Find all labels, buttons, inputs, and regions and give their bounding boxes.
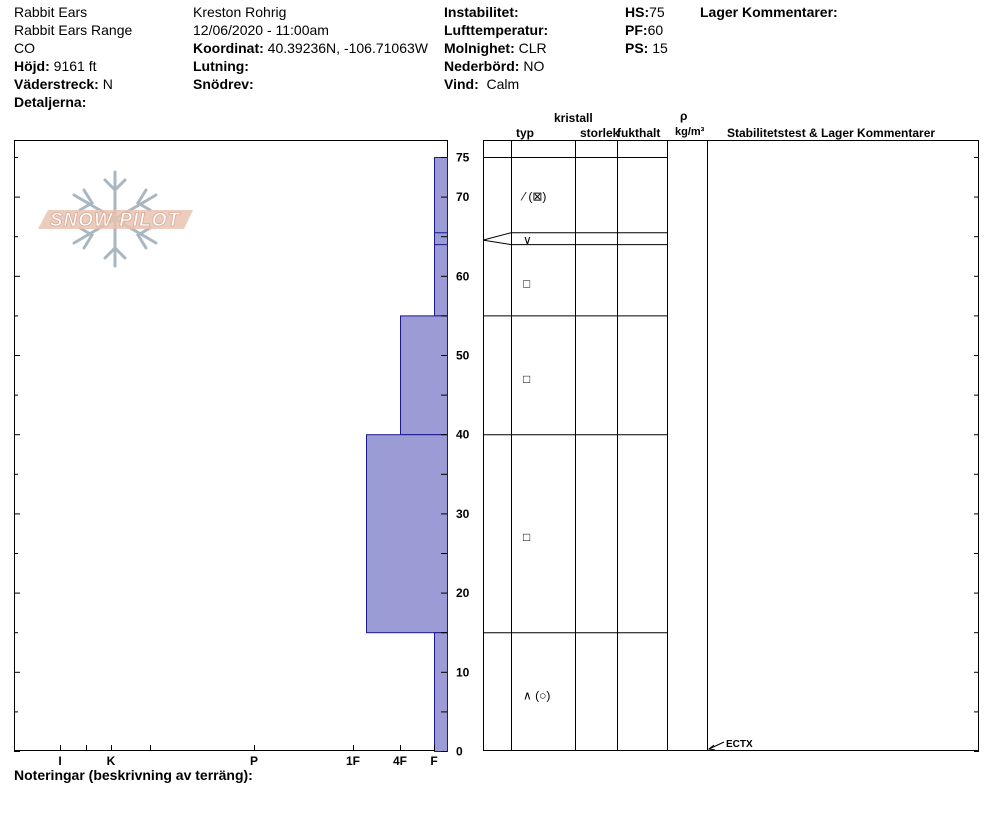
grain-type-symbol: □ <box>523 371 531 386</box>
pf-value: 60 <box>647 22 664 38</box>
x-tick-label: F <box>430 754 438 768</box>
hardness-bar <box>435 633 448 752</box>
sky-value: CLR <box>518 40 547 56</box>
elevation-value: 9161 ft <box>53 58 97 74</box>
x-tick-label: P <box>249 754 259 768</box>
wind-value: Calm <box>486 76 520 92</box>
coord-value: 40.39236N, -106.71063W <box>267 40 428 56</box>
precip-label: Nederbörd: <box>444 58 520 74</box>
pf-label: PF: <box>625 22 648 38</box>
col-storlek: storlek <box>580 126 620 140</box>
x-tick-label: 1F <box>345 754 361 768</box>
hs-value: 75 <box>649 4 665 20</box>
stability-test-label: ECTX <box>726 739 753 750</box>
y-tick-label: 40 <box>456 427 470 442</box>
drift-label: Snödrev: <box>193 76 254 92</box>
slope-label: Lutning: <box>193 58 249 74</box>
range-name: Rabbit Ears Range <box>14 22 133 38</box>
observation-datetime: 12/06/2020 - 11:00am <box>193 22 329 38</box>
x-tick-label: I <box>58 754 62 768</box>
ps-value: 15 <box>652 40 668 56</box>
y-tick-label: 50 <box>456 348 470 363</box>
layer-table-frame <box>484 141 979 751</box>
snow-pilot-logo <box>38 210 193 231</box>
ps-label: PS: <box>625 40 649 56</box>
col-stability: Stabilitetstest & Lager Kommentarer <box>727 126 936 140</box>
elevation-label: Höjd: <box>14 58 50 74</box>
sky-label: Molnighet: <box>444 40 515 56</box>
aspect-value: N <box>102 76 113 92</box>
state-name: CO <box>14 40 35 56</box>
x-tick-label: 4F <box>392 754 408 768</box>
notes-label: Noteringar (beskrivning av terräng): <box>14 767 253 783</box>
precip-value: NO <box>523 58 545 74</box>
grain-type-symbol: ∨ <box>523 233 532 248</box>
aspect-label: Väderstreck: <box>14 76 99 92</box>
hs-label: HS: <box>625 4 650 20</box>
layer-comments-label: Lager Kommentarer: <box>700 4 838 20</box>
location-name: Rabbit Ears <box>14 4 88 20</box>
airtemp-label: Lufttemperatur: <box>444 22 549 38</box>
col-typ: typ <box>516 126 534 140</box>
grain-type-symbol: □ <box>523 530 531 545</box>
y-tick-label: 70 <box>456 190 470 205</box>
grain-type-symbol: ⁄ (⊠) <box>523 189 547 204</box>
layer-connector <box>483 233 511 240</box>
wind-label: Vind: <box>444 76 479 92</box>
layer-connector <box>483 240 511 244</box>
x-tick-label: K <box>106 754 116 768</box>
y-tick-label: 60 <box>456 269 470 284</box>
grain-type-symbol: □ <box>523 276 531 291</box>
y-tick-label: 30 <box>456 506 470 521</box>
hardness-bar <box>367 435 448 633</box>
y-tick-label: 0 <box>456 744 463 759</box>
coord-label: Koordinat: <box>193 40 264 56</box>
col-kristall: kristall <box>554 111 593 125</box>
details-label: Detaljerna: <box>14 94 87 110</box>
y-tick-label: 10 <box>456 665 470 680</box>
stability-test-pointer <box>709 742 724 749</box>
col-density-unit: kg/m³ <box>675 126 705 138</box>
col-rho: ρ <box>680 109 688 123</box>
instability-label: Instabilitet: <box>444 4 519 20</box>
y-tick-label: 75 <box>456 150 470 165</box>
grain-type-symbol: ∧ (○) <box>523 688 551 703</box>
observer-name: Kreston Rohrig <box>193 4 287 20</box>
y-tick-label: 20 <box>456 586 470 601</box>
logo-text: SNOW PILOT <box>49 210 181 231</box>
col-fukthalt: fukthalt <box>617 126 661 140</box>
hardness-bar <box>401 316 448 435</box>
